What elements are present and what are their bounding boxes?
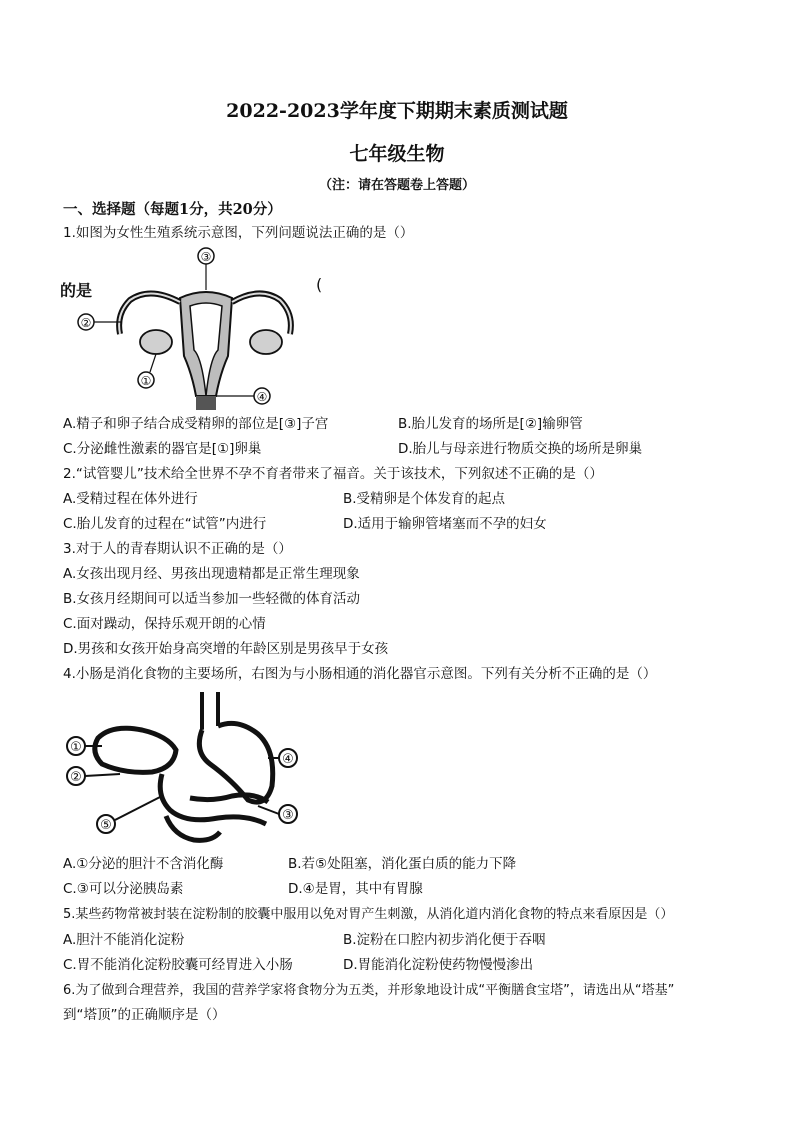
digestive-organs-figure — [62, 690, 312, 850]
vagina-shape — [196, 396, 216, 410]
q2-stem: 2.“试管婴儿”技术给全世界不孕不育者带来了福音。关于该技术，下列叙述不正确的是（） — [63, 466, 603, 482]
q4-option-d: D.④是胃，其中有胃腺 — [288, 881, 423, 897]
label-2: ② — [80, 316, 92, 330]
q3-option-d: D.男孩和女孩开始身高突增的年龄区别是男孩早于女孩 — [63, 641, 389, 657]
left-tube — [119, 293, 180, 334]
q3-option-b: B.女孩月经期间可以适当参加一些轻微的体育活动 — [63, 591, 361, 607]
q6-stem-line2: 到“塔顶”的正确顺序是（） — [63, 1007, 226, 1023]
q4-option-b: B.若⑤处阻塞，消化蛋白质的能力下降 — [288, 856, 517, 872]
page-title: 2022-2023学年度下期期末素质测试题 — [226, 100, 568, 122]
label-1: ① — [140, 374, 152, 388]
q5-option-d: D.胃能消化淀粉使药物慢慢渗出 — [343, 957, 534, 973]
liver-shape — [95, 728, 176, 772]
q1-option-c: C.分泌雌性激素的器官是[①]卵巢 — [63, 441, 262, 457]
q1-option-d: D.胎儿与母亲进行物质交换的场所是卵巢 — [398, 441, 643, 457]
section-heading: 一、选择题（每题1分，共20分） — [63, 201, 282, 218]
label-1: ① — [70, 740, 82, 755]
q3-option-c: C.面对躁动，保持乐观开朗的心情 — [63, 616, 266, 632]
label-2: ② — [70, 770, 82, 785]
q4-stem: 4.小肠是消化食物的主要场所，右图为与小肠相通的消化器官示意图。下列有关分析不正确的是（） — [63, 666, 657, 682]
page-note: （注：请在答题卷上答题） — [318, 178, 475, 193]
q5-option-a: A.胆汁不能消化淀粉 — [63, 932, 185, 948]
q1-option-a: A.精子和卵子结合成受精卵的部位是[③]子宫 — [63, 416, 329, 432]
right-ovary — [250, 330, 282, 354]
q2-option-c: C.胎儿发育的过程在“试管”内进行 — [63, 516, 267, 532]
q2-option-b: B.受精卵是个体发育的起点 — [343, 491, 506, 507]
label-4: ④ — [256, 390, 268, 404]
q5-stem: 5.某些药物常被封装在淀粉制的胶囊中服用以免对胃产生刺激，从消化道内消化食物的特点来看原因是（） — [63, 907, 674, 922]
q5-option-b: B.淀粉在口腔内初步消化便于吞咽 — [343, 932, 546, 948]
q3-option-a: A.女孩出现月经、男孩出现遗精都是正常生理现象 — [63, 566, 360, 582]
q3-stem: 3.对于人的青春期认识不正确的是（） — [63, 541, 292, 557]
q2-option-a: A.受精过程在体外进行 — [63, 491, 198, 507]
esophagus-shape — [202, 692, 218, 730]
q5-option-c: C.胃不能消化淀粉胶囊可经胃进入小肠 — [63, 957, 293, 973]
label-5: ⑤ — [100, 818, 112, 833]
q1-option-b: B.胎儿发育的场所是[②]输卵管 — [398, 416, 583, 432]
q4-option-c: C.③可以分泌胰岛素 — [63, 881, 184, 897]
label-3: ③ — [282, 808, 294, 823]
stomach-shape — [199, 723, 272, 802]
label-4: ④ — [282, 752, 294, 767]
page-subtitle: 七年级生物 — [349, 143, 445, 165]
figure-fragment-right: ( — [316, 275, 323, 294]
q6-stem-line1: 6.为了做到合理营养，我国的营养学家将食物分为五类，并形象地设计成“平衡膳食宝塔”，请选出从“塔基” — [63, 983, 675, 998]
right-tube — [232, 293, 291, 334]
female-reproductive-figure — [60, 246, 340, 410]
q4-option-a: A.①分泌的胆汁不含消化酶 — [63, 856, 224, 872]
figure-fragment-left: 的是 — [60, 281, 93, 300]
label-3: ③ — [200, 250, 212, 264]
q2-option-d: D.适用于输卵管堵塞而不孕的妇女 — [343, 516, 547, 532]
q1-stem: 1.如图为女性生殖系统示意图，下列问题说法正确的是（） — [63, 225, 414, 241]
left-ovary — [140, 330, 172, 354]
